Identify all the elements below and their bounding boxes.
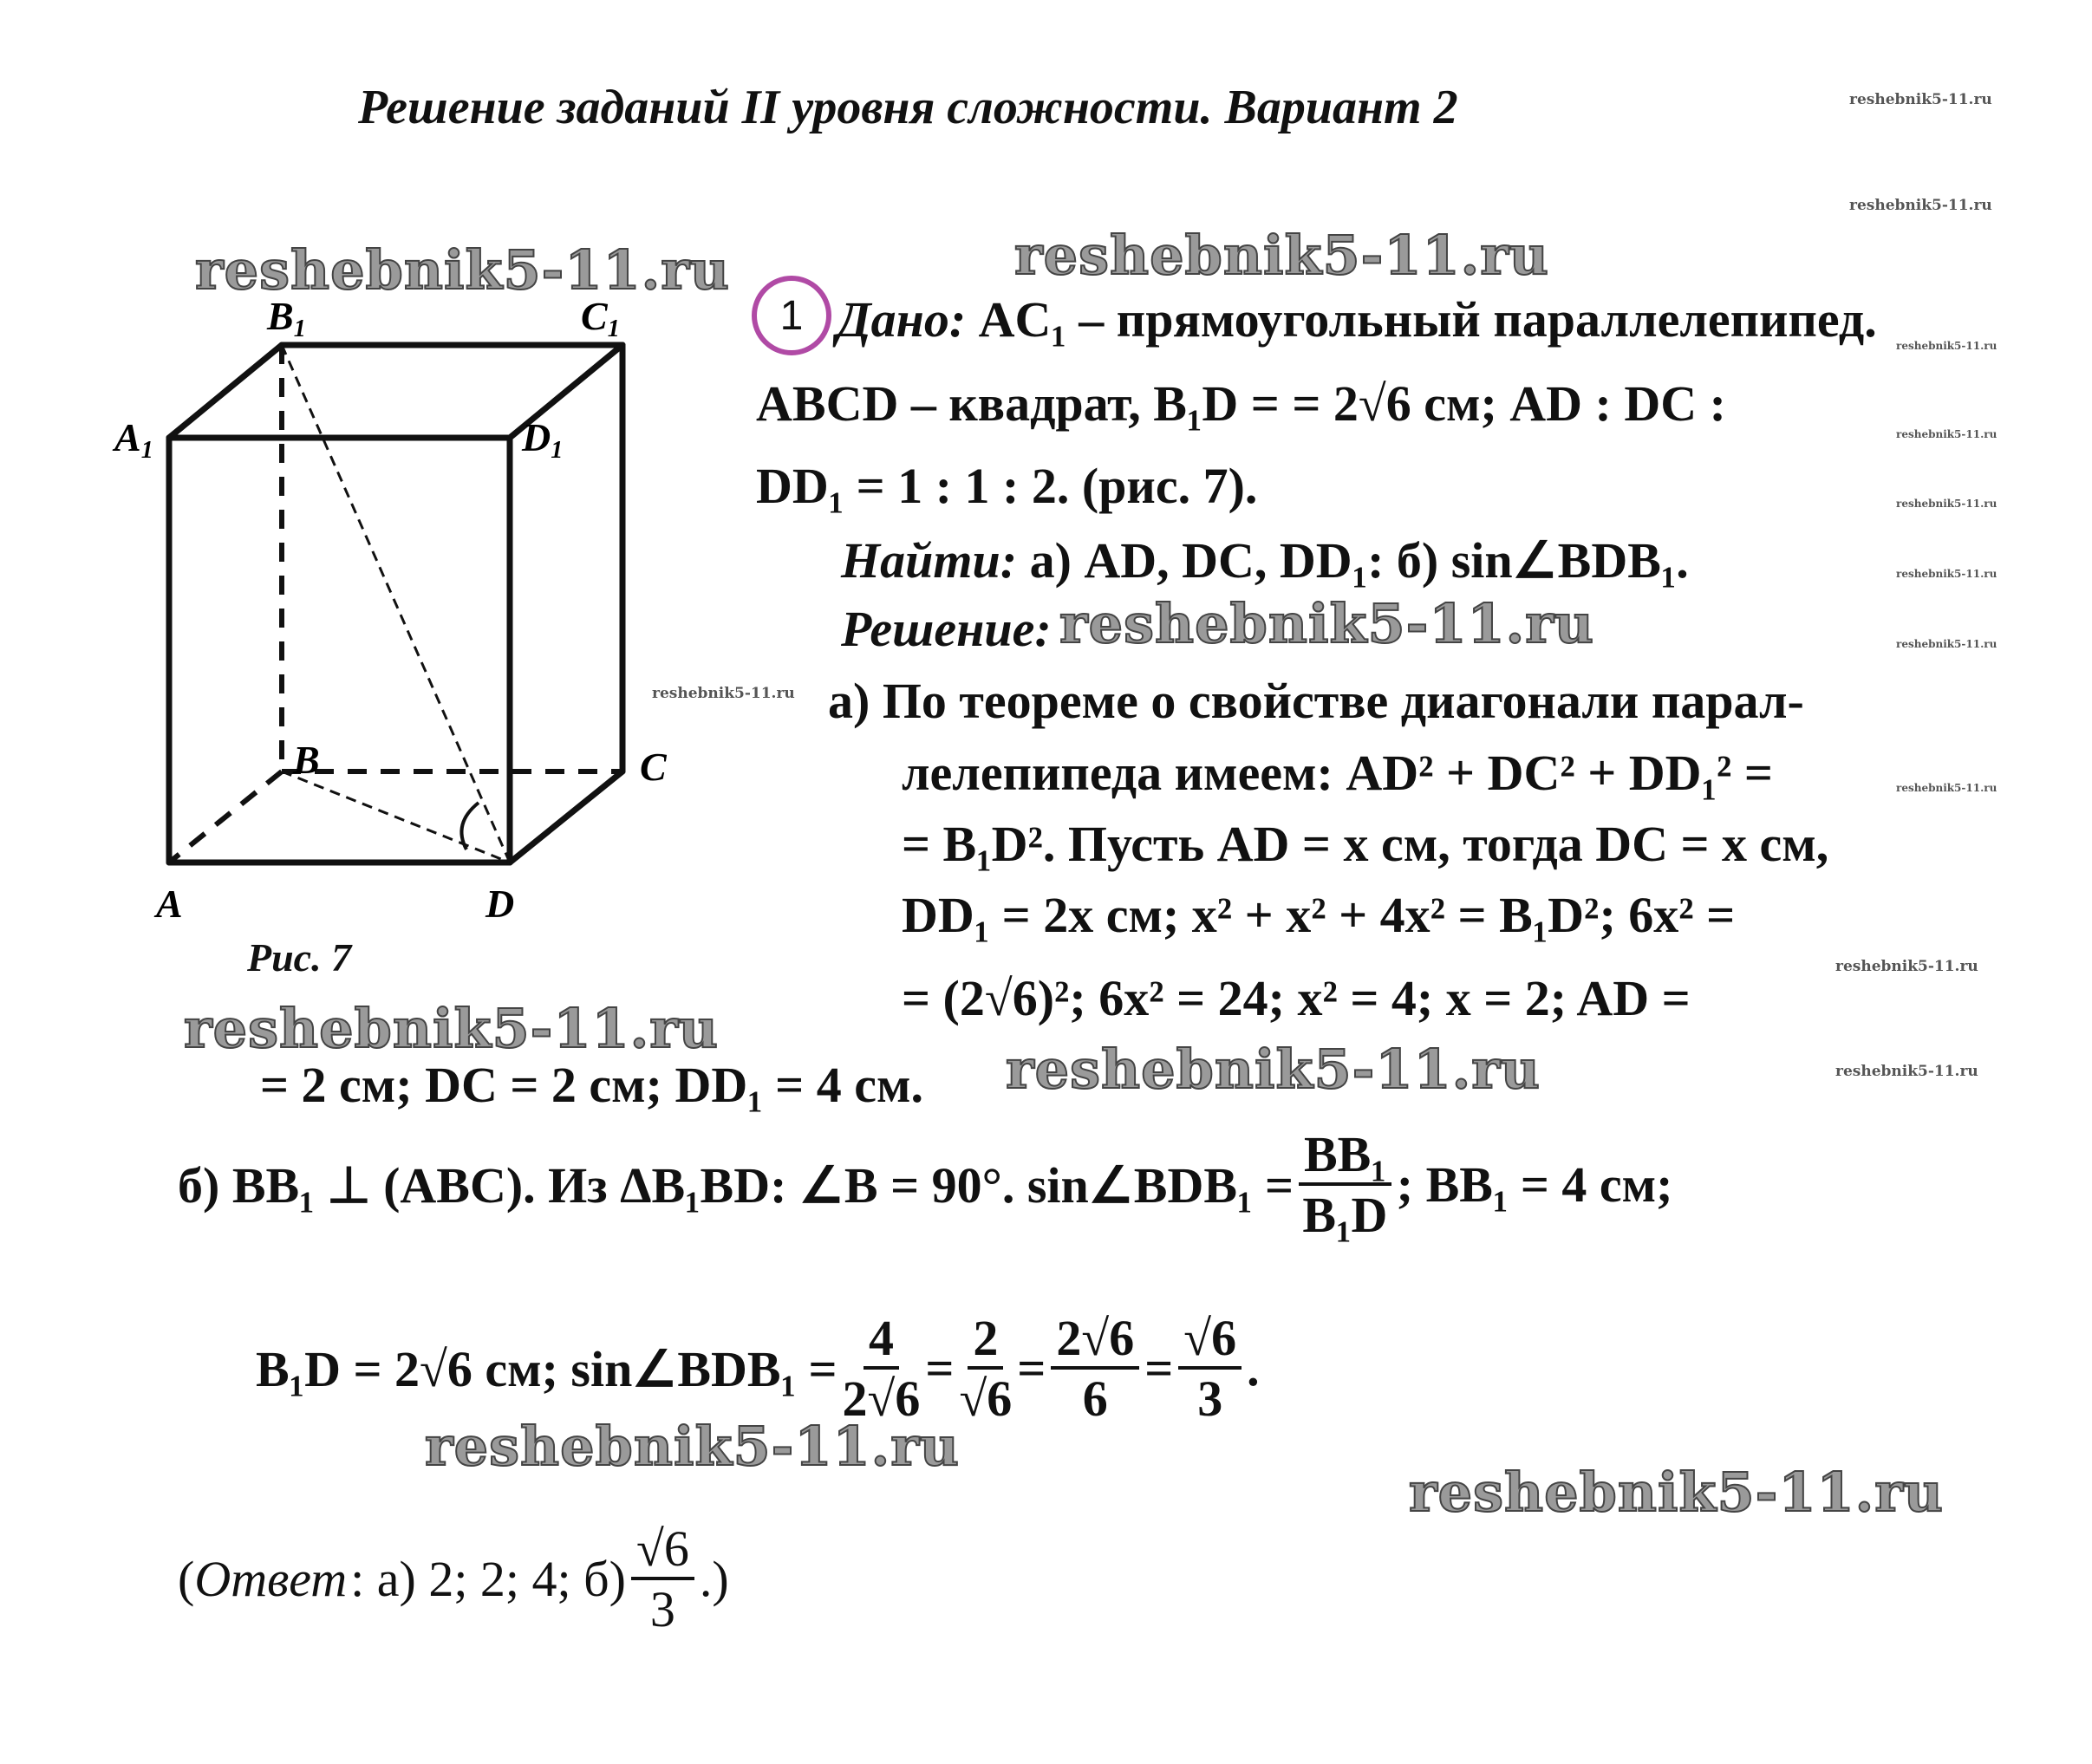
answer-close: .)	[699, 1551, 729, 1608]
fraction-denominator: 3	[649, 1580, 675, 1637]
equals-sign: =	[1017, 1340, 1046, 1397]
part-b-line-1-end: ; BB₁ = 4 см;	[1396, 1156, 1673, 1214]
label-D1: D1	[522, 415, 564, 464]
watermark-tiny: reshebnik5-11.ru	[1896, 428, 1998, 440]
fraction-4	[1178, 1311, 1242, 1427]
watermark-tiny: reshebnik5-11.ru	[1896, 638, 1998, 650]
problem-number-badge	[752, 276, 831, 355]
fraction-bb1-over-b1d	[1299, 1127, 1391, 1243]
part-a-line-1: а) По теореме о свойстве диагонали парал-	[828, 673, 1804, 729]
fraction-denominator: 3	[1197, 1370, 1223, 1427]
part-b-line-1-start: б) BB₁ ⊥ (ABC). Из ΔB₁BD: ∠B = 90°. sin∠BDB₁ =	[178, 1156, 1294, 1214]
given-line-1	[837, 290, 1877, 348]
watermark-large: reshebnik5-11.ru	[184, 997, 719, 1060]
fraction-numerator: 4	[864, 1311, 899, 1370]
fraction-numerator: 2	[968, 1311, 1003, 1370]
parallelepiped-figure	[104, 295, 711, 988]
fraction-numerator: √6	[631, 1521, 694, 1580]
watermark-tiny: reshebnik5-11.ru	[1896, 782, 1998, 794]
edge-A1B1	[169, 345, 282, 438]
watermark-small: reshebnik5-11.ru	[1835, 958, 1978, 975]
watermark-small: reshebnik5-11.ru	[652, 685, 795, 702]
watermark-tiny: reshebnik5-11.ru	[1896, 340, 1998, 352]
part-b-line-1	[178, 1127, 1672, 1243]
fraction-1	[843, 1311, 921, 1427]
label-D: D	[486, 882, 515, 926]
watermark-large: reshebnik5-11.ru	[1409, 1461, 1944, 1524]
fraction-denominator: B₁D	[1302, 1186, 1388, 1243]
answer-label: Ответ	[194, 1551, 348, 1608]
period: .	[1247, 1340, 1260, 1397]
watermark-large: reshebnik5-11.ru	[1014, 224, 1549, 287]
label-C1: C1	[581, 295, 620, 342]
fraction-denominator: 6	[1082, 1370, 1108, 1427]
answer-line	[178, 1521, 729, 1637]
given-line-3: DD₁ = 1 : 1 : 2. (рис. 7).	[756, 458, 1258, 514]
part-a-line-4: DD₁ = 2x см; x² + x² + 4x² = B₁D²; 6x² =	[902, 887, 1736, 943]
label-B1: B1	[267, 295, 306, 342]
watermark-large: reshebnik5-11.ru	[1006, 1038, 1541, 1101]
solution-label: Решение:	[841, 601, 1052, 657]
given-line-2: ABCD – квадрат, B₁D = = 2√6 см; AD : DC :	[756, 375, 1726, 432]
fraction-numerator: BB₁	[1299, 1127, 1391, 1186]
given-label: Дано:	[837, 291, 967, 348]
edge-CD	[510, 771, 622, 862]
answer-open-paren: (	[178, 1551, 195, 1608]
label-A: A	[156, 882, 183, 926]
label-B: B	[293, 738, 320, 782]
watermark-tiny: reshebnik5-11.ru	[1896, 498, 1998, 510]
watermark-large: reshebnik5-11.ru	[1059, 592, 1594, 655]
watermark-large: reshebnik5-11.ru	[425, 1415, 960, 1478]
part-a-line-6: = 2 см; DC = 2 см; DD₁ = 4 см.	[260, 1057, 923, 1113]
watermark-large: reshebnik5-11.ru	[195, 238, 730, 302]
equals-sign: =	[925, 1340, 955, 1397]
find-text: а) AD, DC, DD₁: б) sin∠BDB₁.	[1029, 532, 1689, 589]
answer-text: : а) 2; 2; 4; б)	[350, 1551, 626, 1608]
label-A1: A1	[114, 415, 153, 464]
label-C: C	[640, 745, 667, 789]
part-a-line-2: лелепипеда имеем: AD² + DC² + DD₁² =	[902, 745, 1773, 801]
problem-number: 1	[779, 292, 804, 339]
part-a-line-3: = B₁D². Пусть AD = x см, тогда DC = x см,	[902, 816, 1829, 872]
fraction-3	[1051, 1311, 1139, 1427]
fraction-numerator: 2√6	[1051, 1311, 1139, 1370]
figure-caption: Рис. 7	[247, 935, 352, 980]
watermark-small: reshebnik5-11.ru	[1849, 197, 1992, 214]
diagonal-BD	[282, 771, 510, 862]
edge-AB-hidden	[169, 771, 282, 862]
part-b-line-2-start: B₁D = 2√6 см; sin∠BDB₁ =	[256, 1340, 837, 1397]
find-line	[841, 531, 1689, 589]
angle-arc	[461, 803, 479, 849]
page-title: Решение заданий II уровня сложности. Вариант 2	[358, 81, 1458, 134]
fraction-numerator: √6	[1178, 1311, 1242, 1370]
fraction-denominator: √6	[959, 1370, 1013, 1427]
equals-sign: =	[1144, 1340, 1174, 1397]
answer-fraction	[631, 1521, 694, 1637]
fraction-denominator: 2√6	[842, 1370, 921, 1427]
watermark-tiny: reshebnik5-11.ru	[1896, 568, 1998, 580]
fraction-2	[959, 1311, 1012, 1427]
part-a-line-5: = (2√6)²; 6x² = 24; x² = 4; x = 2; AD =	[902, 970, 1691, 1026]
watermark-small: reshebnik5-11.ru	[1835, 1063, 1978, 1080]
part-b-line-2	[256, 1311, 1260, 1427]
given-line-1-text: AC₁ – прямоугольный параллелепипед.	[978, 291, 1877, 348]
watermark-small: reshebnik5-11.ru	[1849, 91, 1992, 108]
find-label: Найти:	[841, 532, 1018, 589]
